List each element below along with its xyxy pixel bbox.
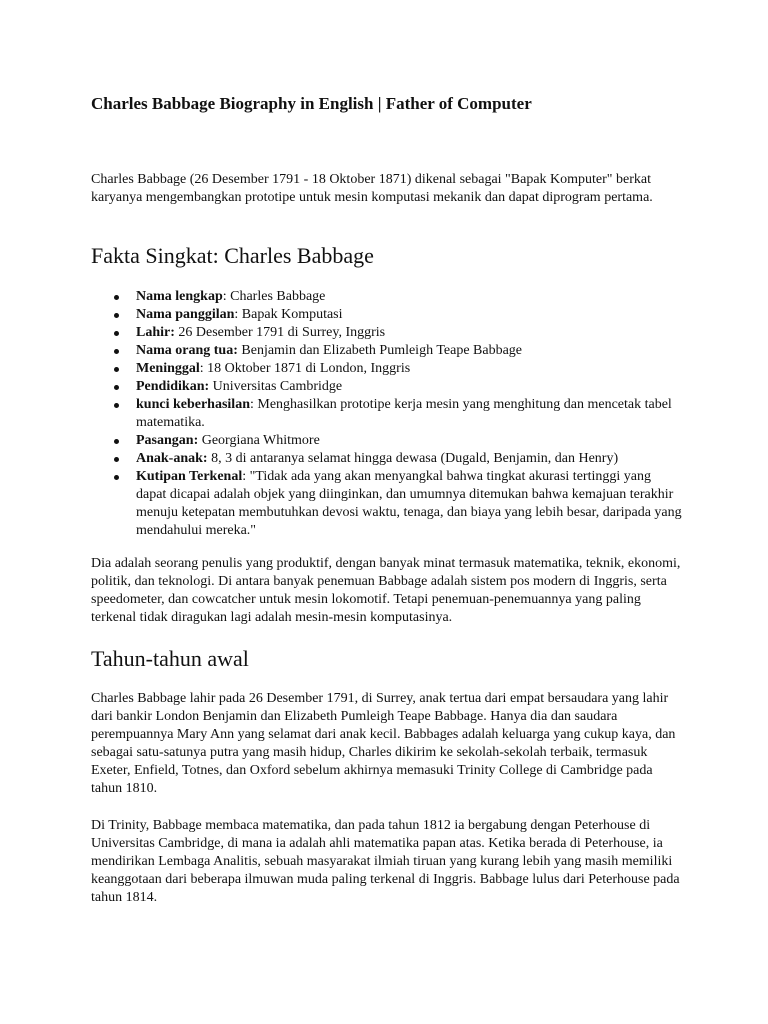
fact-value: : Menghasilkan prototipe kerja mesin yang menghitung dan mencetak tabel matematika. [136, 397, 672, 430]
facts-list [91, 288, 683, 540]
list-item [91, 450, 683, 468]
fact-label: Kutipan Terkenal [136, 469, 243, 484]
list-item [91, 306, 683, 324]
fact-value: Georgiana Whitmore [198, 433, 320, 448]
fact-value: : 18 Oktober 1871 di London, Inggris [199, 361, 411, 376]
fact-value: : "Tidak ada yang akan menyangkal bahwa tingkat akurasi tertinggi yang dapat dicapai adalah objek yang diinginkan, dan umumnya ditemukan bahwa kemajuan terakhir menuju ketepatan membutuhkan devosi waktu, tenaga, dan biaya yang lebih besar, daripada yang mendahului mereka." [136, 469, 682, 538]
fact-label: Pendidikan: [136, 379, 210, 394]
fact-value: 26 Desember 1791 di Surrey, Inggris [174, 325, 386, 340]
list-item [91, 432, 683, 450]
fact-label: Lahir: [136, 325, 175, 340]
list-item [91, 378, 683, 396]
fact-value: 8, 3 di antaranya selamat hingga dewasa (Dugald, Benjamin, dan Henry) [207, 451, 619, 466]
list-item [91, 324, 683, 342]
fact-value: : Bapak Komputasi [234, 307, 343, 322]
body-paragraph: Charles Babbage lahir pada 26 Desember 1791, di Surrey, anak tertua dari empat bersaudara yang lahir dari bankir London Benjamin dan Elizabeth Pumleigh Teape Babbage. Hanya dia dan saudara perempuannya Mary Ann yang selamat dari anak kecil. Babbages adalah keluarga yang cukup kaya, dan sebagai satu-satunya putra yang masih hidup, Charles dikirim ke sekolah-sekolah terbaik, termasuk Exeter, Enfield, Totnes, dan Oxford sebelum akhirnya memasuki Trinity College di Cambridge pada tahun 1810. [91, 691, 676, 796]
list-item [91, 360, 683, 378]
fact-label: Nama panggilan [136, 307, 235, 322]
list-item [91, 396, 683, 432]
fact-label: Meninggal [136, 361, 200, 376]
document-title: Charles Babbage Biography in English | Father of Computer [91, 94, 532, 113]
fact-label: Nama orang tua: [136, 343, 238, 358]
body-paragraph: Dia adalah seorang penulis yang produktif, dengan banyak minat termasuk matematika, teknik, ekonomi, politik, dan teknologi. Di antara banyak penemuan Babbage adalah sistem pos modern di Inggris, serta speedometer, dan cowcatcher untuk mesin lokomotif. Tetapi penemuan-penemuannya yang paling terkenal tidak diragukan lagi adalah mesin-mesin komputasinya. [91, 556, 681, 625]
fact-label: Anak-anak: [136, 451, 208, 466]
fact-value: Universitas Cambridge [209, 379, 343, 394]
list-item [91, 468, 683, 540]
facts-heading: Fakta Singkat: Charles Babbage [91, 243, 374, 268]
body-paragraph: Di Trinity, Babbage membaca matematika, dan pada tahun 1812 ia bergabung dengan Peterhouse di Universitas Cambridge, di mana ia adalah ahli matematika papan atas. Ketika berada di Peterhouse, ia mendirikan Lembaga Analitis, sebuah masyarakat ilmiah tiruan yang kurang lebih yang masih memiliki keanggotaan dari beberapa ilmuwan muda paling terkenal di Inggris. Babbage lulus dari Peterhouse pada tahun 1814. [91, 818, 680, 905]
fact-label: kunci keberhasilan [136, 397, 250, 412]
early-years-heading: Tahun-tahun awal [91, 646, 249, 671]
fact-value: Benjamin dan Elizabeth Pumleigh Teape Babbage [237, 343, 523, 358]
list-item [91, 288, 683, 306]
list-item [91, 342, 683, 360]
fact-label: Nama lengkap [136, 289, 223, 304]
fact-label: Pasangan: [136, 433, 199, 448]
fact-value: : Charles Babbage [222, 289, 326, 304]
intro-paragraph: Charles Babbage (26 Desember 1791 - 18 Oktober 1871) dikenal sebagai "Bapak Komputer" berkat karyanya mengembangkan prototipe untuk mesin komputasi mekanik dan dapat diprogram pertama. [91, 172, 653, 205]
